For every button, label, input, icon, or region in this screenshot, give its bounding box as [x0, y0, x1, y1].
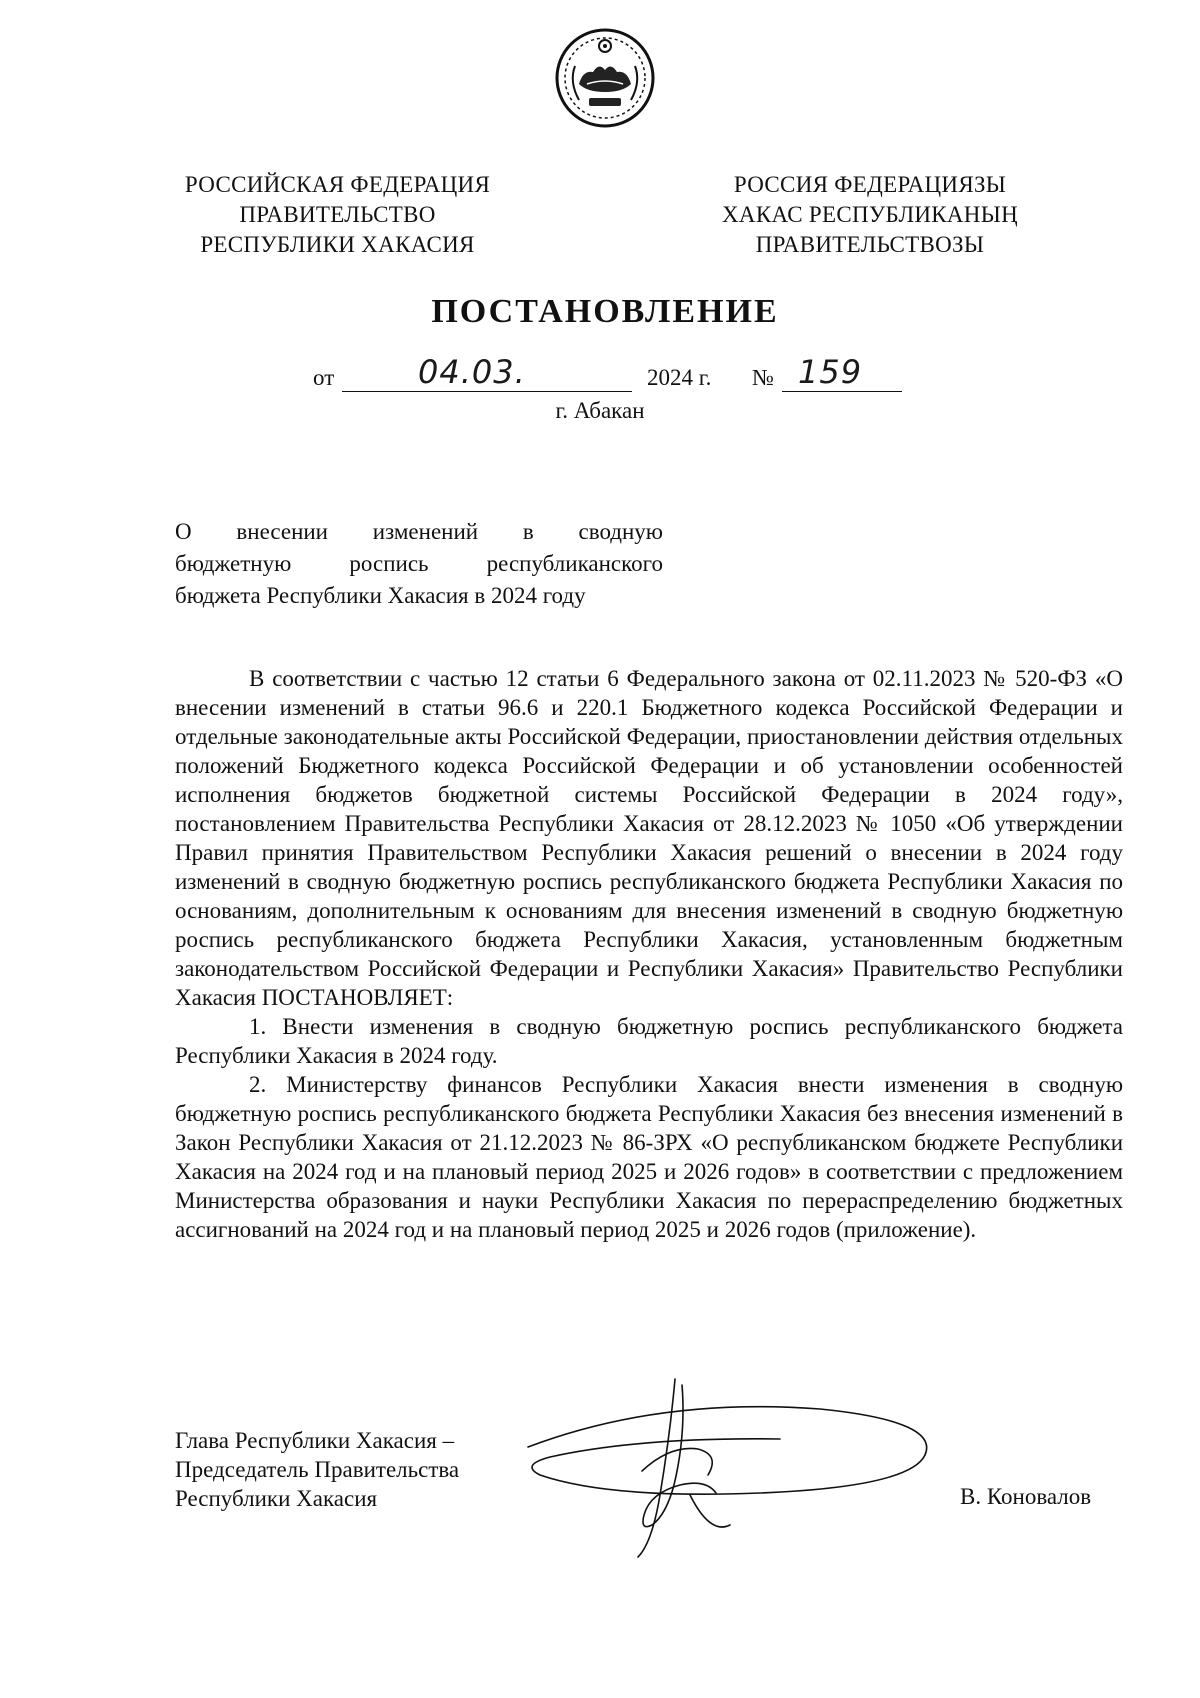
body-paragraph: 2. Министерству финансов Республики Хакасия внести изменения в сводную бюджетную роспись республиканского бюджета Республики Хакасия без внесения изменений в Закон Республики Хакасия от 21.12.2023 № 86-ЗРХ «О республиканском бюджете Республики Хакасия на 2024 год и на плановый период 2025 и 2026 годов» в соответствии с предложением Министерства образования и науки Республики Хакасия по перераспределению бюджетных ассигнований на 2024 год и на плановый период 2025 и 2026 годов (приложение). — [175, 1072, 1123, 1242]
number-prefix: № — [752, 365, 774, 390]
handwritten-date: 04.03. — [418, 353, 526, 391]
document-body — [175, 664, 1123, 1244]
signatory-title-line: Республики Хакасия — [175, 1486, 378, 1511]
body-paragraph: В соответствии с частью 12 статьи 6 Федерального закона от 02.11.2023 № 520-ФЗ «О внесении изменений в статьи 96.6 и 220.1 Бюджетного кодекса Российской Федерации и отдельные законодательные акты Российской Федерации, приостановлении действия отдельных положений Бюджетного кодекса Российской Федерации и об установлении особенностей исполнения бюджетов бюджетной системы Российской Федерации в 2024 году», постановлением Правительства Республики Хакасия от 28.12.2023 № 1050 «Об утверждении Правил принятия Правительством Республики Хакасия решений о внесении в 2024 году изменений в сводную бюджетную роспись республиканского бюджета Республики Хакасия по основаниям, дополнительным к основаниям для внесения изменений в сводную бюджетную роспись республиканского бюджета Республики Хакасия, установленным бюджетным законодательством Российской Федерации и Республики Хакасия» Правительство Республики Хакасия ПОСТАНОВЛЯЕТ: — [175, 666, 1123, 1010]
signatory-title-line: Глава Республики Хакасия – — [175, 1428, 455, 1453]
subject-line: бюджетную роспись республиканского — [175, 551, 663, 576]
header-left-line: РОССИЙСКАЯ ФЕДЕРАЦИЯ — [184, 172, 491, 197]
signatory-title-line: Председатель Правительства — [175, 1457, 460, 1482]
year-label: 2024 г. — [647, 365, 712, 390]
date-number-line — [0, 353, 1200, 397]
subject-line: бюджета Республики Хакасия в 2024 году — [175, 583, 586, 608]
document-type-title: ПОСТАНОВЛЕНИЕ — [431, 293, 779, 330]
coat-of-arms-emblem — [553, 26, 657, 130]
date-prefix: от — [313, 365, 335, 390]
header-right-line: ПРАВИТЕЛЬСТВОЗЫ — [755, 232, 985, 257]
number-underline — [782, 391, 902, 392]
header-left-line: РЕСПУБЛИКИ ХАКАСИЯ — [200, 232, 475, 257]
header-left-block — [160, 170, 515, 260]
handwritten-signature — [520, 1375, 950, 1560]
handwritten-number: 159 — [798, 353, 863, 391]
body-paragraph: 1. Внести изменения в сводную бюджетную роспись республиканского бюджета Республики Хакасия в 2024 году. — [175, 1014, 1123, 1068]
header-right-line: ХАКАС РЕСПУБЛИКАНЫҢ — [722, 202, 1018, 227]
header-left-line: ПРАВИТЕЛЬСТВО — [239, 202, 436, 227]
header-right-line: РОССИЯ ФЕДЕРАЦИЯЗЫ — [733, 172, 1007, 197]
subject-line: О внесении изменений в сводную — [175, 519, 663, 544]
signatory-title — [175, 1426, 535, 1513]
city-label: г. Абакан — [555, 398, 645, 423]
date-underline — [342, 391, 632, 392]
header-right-block — [690, 170, 1050, 260]
document-subject — [175, 516, 663, 612]
signatory-name: В. Коновалов — [960, 1484, 1092, 1509]
